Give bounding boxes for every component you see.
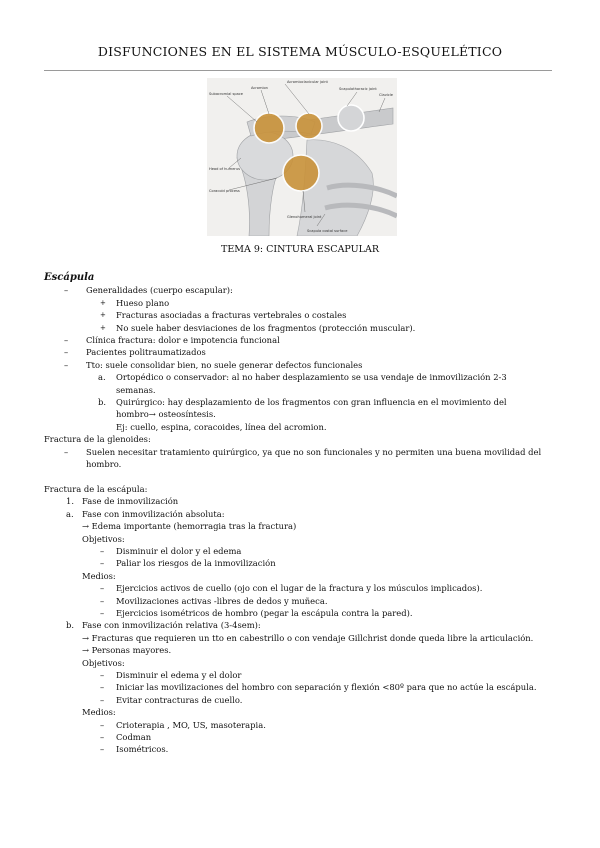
list-item: Ortopédico o conservador: al no haber desplazamiento se usa vendaje de inmovilización 2-3 [116,372,507,383]
list-item: Fase con inmovilización absoluta: [82,508,225,519]
page-title: DISFUNCIONES EN EL SISTEMA MÚSCULO-ESQUELÉTICO [97,44,503,59]
list-item: Paliar los riesgos de la inmovilización [116,558,276,569]
list-marker: + [100,311,106,320]
list-marker: b. [66,620,75,631]
label-objetivos: Objetivos: [82,533,125,544]
note-line: → Edema importante (hemorragia tras la fractura) [82,521,297,532]
list-item: Pacientes politraumatizados [86,347,206,358]
list-item: Disminuir el edema y el dolor [116,669,242,680]
label-subacromial: Subacromial space [209,92,244,96]
list-item: Codman [116,732,152,743]
list-item: Quirúrgico: hay desplazamiento de los fragmentos con gran influencia en el movimiento del [116,397,507,408]
list-marker: – [100,669,105,680]
list-marker: – [100,545,105,556]
list-marker: – [64,359,69,370]
list-marker: – [64,347,69,358]
subheading-glenoides: Fractura de la glenoides: [44,434,151,445]
list-item: Evitar contracturas de cuello. [116,694,243,705]
label-scapulothoracic: Scapulothoracic joint [339,87,377,91]
list-marker: – [100,558,105,569]
list-item: Isométricos. [116,744,169,755]
label-clavicle: Clavicle [379,93,394,97]
list-item: Tto: suele consolidar bien, no suele generar defectos funcionales [86,359,363,370]
list-item: Fase con inmovilización relativa (3-4sem): [82,620,261,631]
list-marker: a. [98,372,106,383]
list-item: No suele haber desviaciones de los fragmentos (protección muscular). [116,322,416,333]
figure-caption: TEMA 9: CINTURA ESCAPULAR [221,244,379,255]
list-marker: – [100,583,105,594]
label-medios: Medios: [82,707,116,718]
label-coracoid: Coracoid process [209,189,240,193]
list-item: Crioterapia , MO, US, masoterapia. [116,719,266,730]
note-line: → Personas mayores. [82,645,172,656]
list-marker: a. [66,508,74,519]
list-marker: – [100,595,105,606]
list-marker: + [100,298,106,307]
list-marker: – [100,682,105,693]
list-item: Fracturas asociadas a fracturas vertebrales o costales [116,310,347,321]
list-item: Hueso plano [116,297,170,308]
label-acromioclavicular: Acromioclavicular joint [287,80,328,84]
list-item: Clínica fractura: dolor e impotencia funcional [86,335,280,346]
list-item: Generalidades (cuerpo escapular): [86,285,233,296]
label-glenohumeral: Glenohumeral joint [287,215,322,219]
list-item: Fase de inmovilización [82,496,179,507]
spacer [44,471,556,483]
label-acromion: Acromion [251,86,268,90]
list-marker: – [64,446,69,457]
list-marker: – [64,285,69,296]
list-item: Disminuir el dolor y el edema [116,545,242,556]
section-title: Escápula [44,272,95,283]
list-marker: – [100,744,105,755]
list-item: Suelen necesitar tratamiento quirúrgico, ya que no son funcionales y no permiten una buena movilidad del [86,446,542,457]
list-marker: – [100,719,105,730]
label-objetivos: Objetivos: [82,657,125,668]
label-medios: Medios: [82,570,116,581]
shoulder-anatomy-figure [207,78,397,236]
list-item: Movilizaciones activas -libres de dedos y muñeca. [116,595,328,606]
list-marker: – [64,335,69,346]
document-body [44,272,556,756]
list-item-continuation: semanas. [116,384,156,395]
list-item-continuation: hombro. [86,459,122,470]
list-item-continuation: Ej: cuello, espina, coracoides, línea del acromion. [116,421,327,432]
header-divider [44,70,552,71]
list-marker: + [100,323,106,332]
list-item: Iniciar las movilizaciones del hombro con separación y flexión <80º para que no actúe la escápula. [116,682,537,693]
list-marker: b. [98,397,107,408]
list-marker: – [100,607,105,618]
list-item: Ejercicios isométricos de hombro (pegar la escápula contra la pared). [116,607,413,618]
label-head-humerus: Head of humerus [209,167,241,171]
label-scapula: Scapula costal surface [307,229,348,233]
list-item: Ejercicios activos de cuello (ojo con el lugar de la fractura y los músculos implicados). [116,583,483,594]
subheading-escapula: Fractura de la escápula: [44,483,148,494]
list-marker: – [100,694,105,705]
list-marker: – [100,732,105,743]
note-line: → Fracturas que requieren un tto en cabestrillo o con vendaje Gillchrist donde queda libre la articulación. [82,632,534,643]
list-marker: 1. [66,496,74,507]
list-item-continuation: hombro→ osteosíntesis. [116,409,216,420]
